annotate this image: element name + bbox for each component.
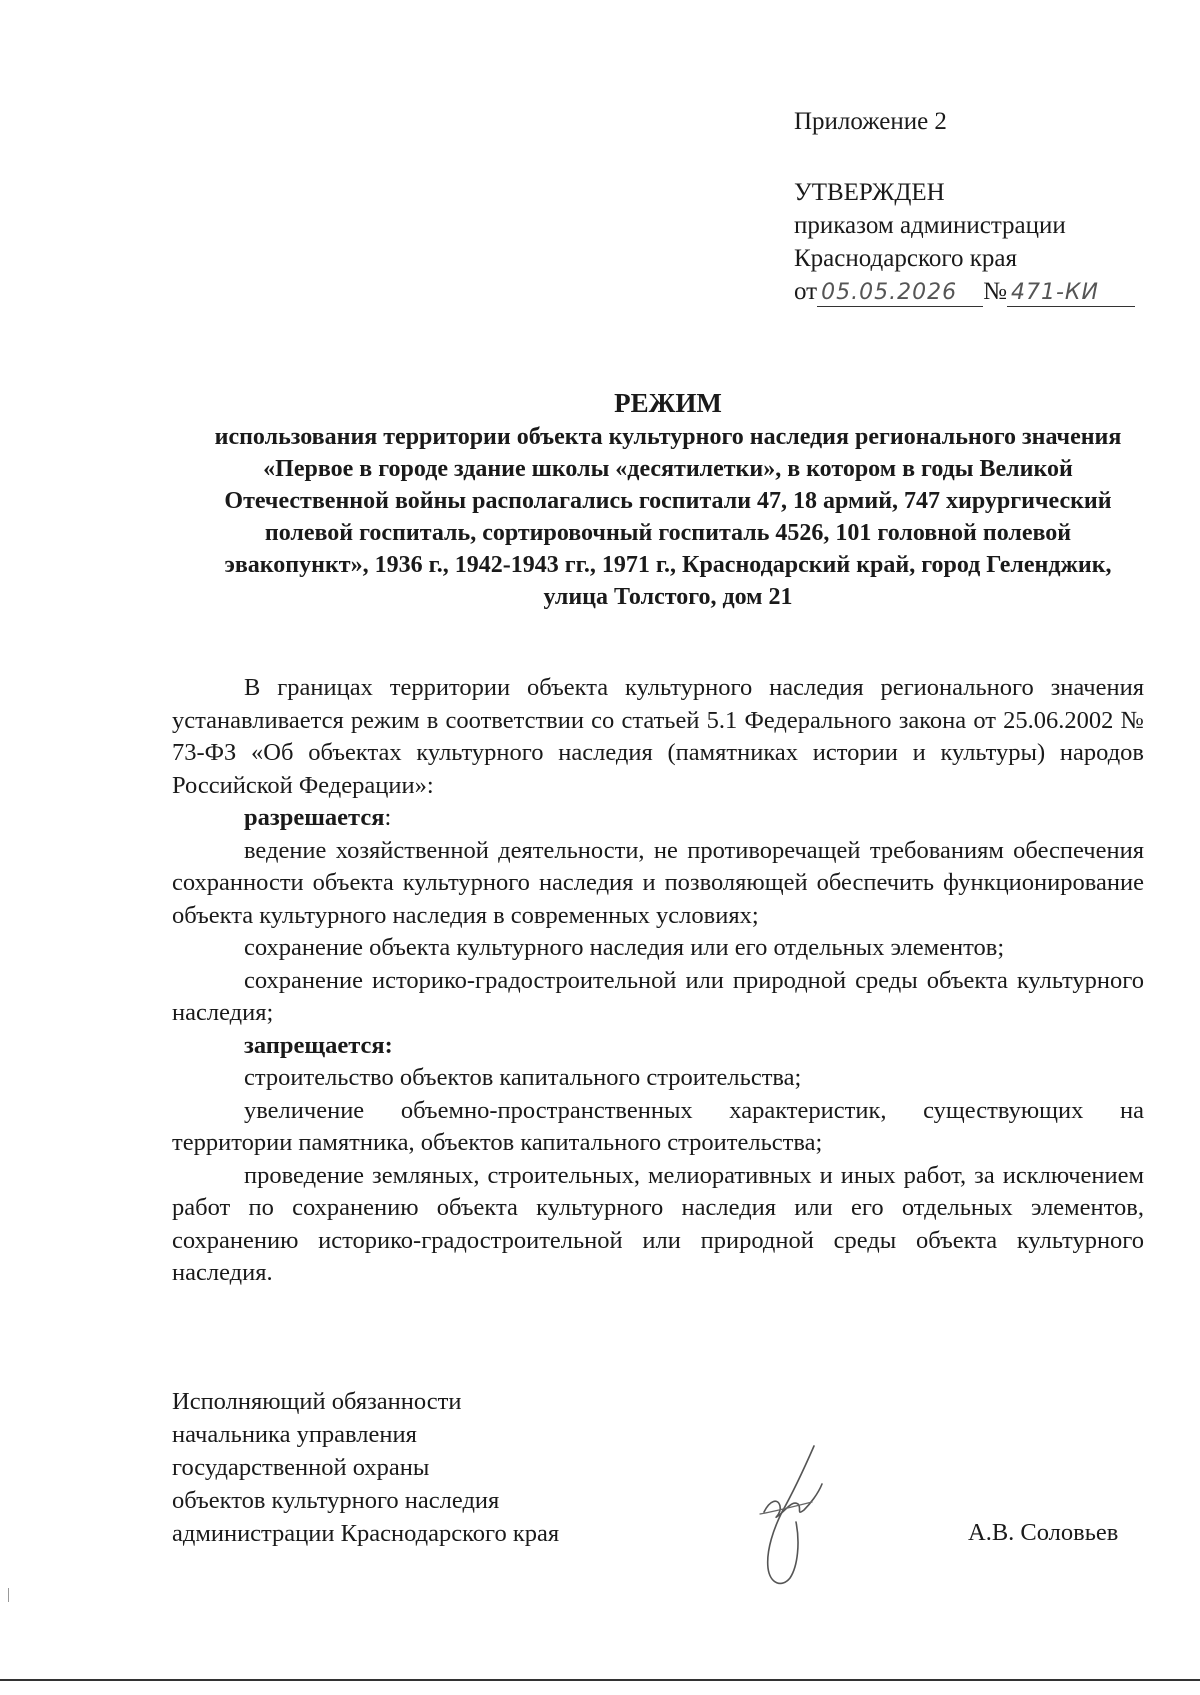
allowed-item: ведение хозяйственной деятельности, не противоречащей требованиям обеспечения сохранности объекта культурного наследия и позволяющей обеспечить функционирование объекта культурного наследия в современных условиях;: [172, 836, 1144, 929]
allowed-item: сохранение объекта культурного наследия или его отдельных элементов;: [244, 934, 1005, 961]
annex-label: Приложение 2: [794, 108, 947, 135]
handwritten-number: 471-КИ: [1007, 280, 1135, 307]
signatory-position: [172, 1385, 559, 1550]
approval-date-line: [794, 275, 1174, 308]
document-subtitle: использования территории объекта культурного наследия регионального значения «Первое в городе здание школы «десятилетки», в котором в годы Великой Отечественной войны располагались госпитали 47, 18 армий, 747 хирургический полевой госпиталь, сортировочный госпиталь 4526, 101 головной полевой эвакопункт», 1936 г., 1942-1943 гг., 1971 г., Краснодарский край, город Геленджик, улица Толстого, дом 21: [214, 424, 1122, 610]
approval-line-2: Краснодарского края: [794, 245, 1017, 272]
forbidden-label: запрещается:: [244, 1031, 393, 1059]
document-title-block: [168, 385, 1168, 613]
forbidden-item: строительство объектов капитального строительства;: [244, 1064, 802, 1091]
document-title: РЕЖИМ: [614, 388, 722, 418]
signer-name: А.В. Соловьев: [968, 1519, 1119, 1546]
position-line: Исполняющий обязанности: [172, 1388, 462, 1415]
document-body: [172, 672, 1144, 1290]
allowed-label: разрешается: [244, 804, 385, 831]
allowed-heading: [172, 802, 1144, 835]
handwritten-signature: [752, 1442, 852, 1592]
position-line: начальника управления: [172, 1421, 417, 1448]
allowed-colon: :: [384, 804, 392, 831]
approval-block: [794, 105, 1174, 308]
position-line: государственной охраны: [172, 1454, 430, 1481]
scan-edge-mark: [8, 1588, 9, 1602]
bottom-edge-line: [0, 1679, 1200, 1681]
forbidden-item: проведение земляных, строительных, мелиоративных и иных работ, за исключением работ по сохранению объекта культурного наследия или его отдельных элементов, сохранению историко-градостроительной или природной среды объекта культурного наследия.: [172, 1161, 1144, 1286]
forbidden-heading: [172, 1030, 1144, 1063]
approved-label: УТВЕРЖДЕН: [794, 179, 945, 206]
position-line: объектов культурного наследия: [172, 1487, 500, 1514]
intro-paragraph: В границах территории объекта культурного наследия регионального значения устанавливается режим в соответствии со статьей 5.1 Федерального закона от 25.06.2002 № 73-ФЗ «Об объектах культурного наследия (памятниках истории и культуры) народов Российской Федерации»:: [172, 674, 1144, 799]
handwritten-date: 05.05.2026: [817, 280, 983, 307]
number-sign: №: [983, 278, 1007, 305]
forbidden-item: увеличение объемно-пространственных характеристик, существующих на территории памятника, объектов капитального строительства;: [172, 1096, 1144, 1156]
date-prefix: от: [794, 278, 818, 305]
approval-line-1: приказом администрации: [794, 212, 1066, 239]
allowed-item: сохранение историко-градостроительной или природной среды объекта культурного наследия;: [172, 966, 1144, 1026]
position-line: администрации Краснодарского края: [172, 1520, 560, 1547]
